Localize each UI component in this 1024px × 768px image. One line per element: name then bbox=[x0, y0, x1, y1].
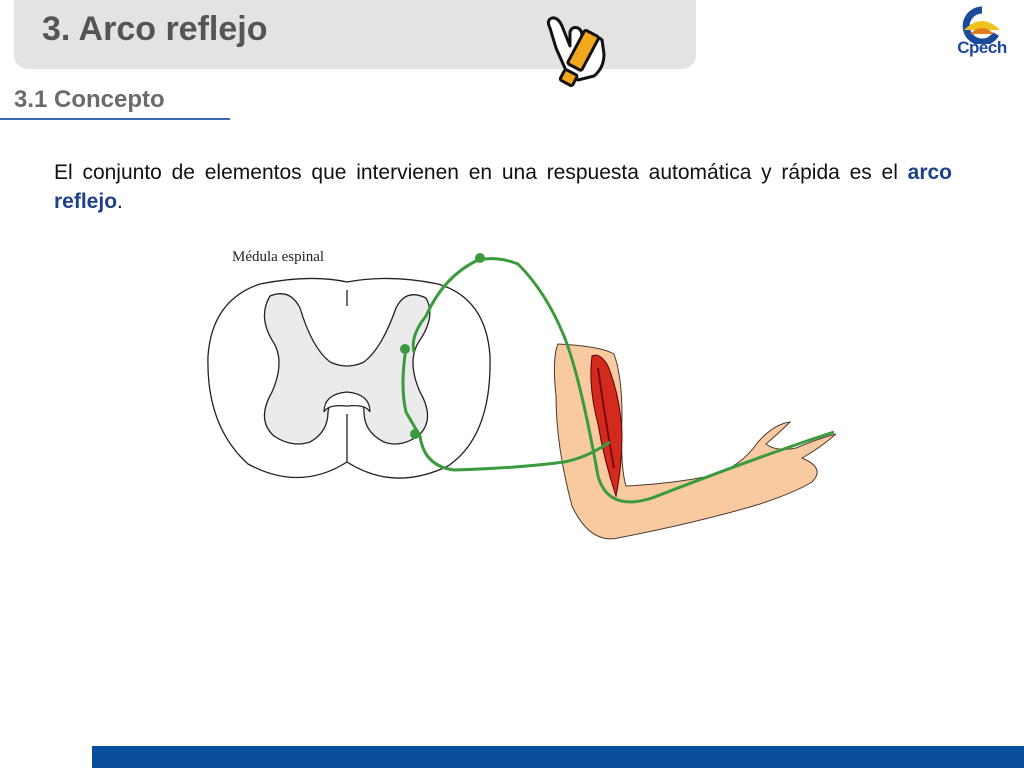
page-title: 3. Arco reflejo bbox=[42, 10, 268, 48]
highlight-term: arco reflejo bbox=[54, 161, 952, 213]
logo-text: Cpech bbox=[957, 38, 1007, 57]
subtitle-underline bbox=[0, 118, 230, 120]
cpech-logo bbox=[950, 4, 1014, 60]
paragraph-text: El conjunto de elementos que intervienen en una respuesta automática y rápida es el bbox=[54, 161, 908, 184]
section-subtitle: 3.1 Concepto bbox=[14, 86, 165, 113]
spinal-cord-label: Médula espinal bbox=[232, 249, 325, 265]
bottom-bar bbox=[92, 746, 1024, 768]
ganglion-node bbox=[475, 253, 485, 263]
concept-paragraph bbox=[54, 158, 952, 216]
interneuron-node bbox=[400, 344, 410, 354]
reflex-arc-diagram bbox=[200, 236, 850, 556]
pointing-hand-icon bbox=[538, 6, 620, 92]
paragraph-end: . bbox=[117, 190, 123, 213]
motor-neuron-node bbox=[410, 429, 420, 439]
